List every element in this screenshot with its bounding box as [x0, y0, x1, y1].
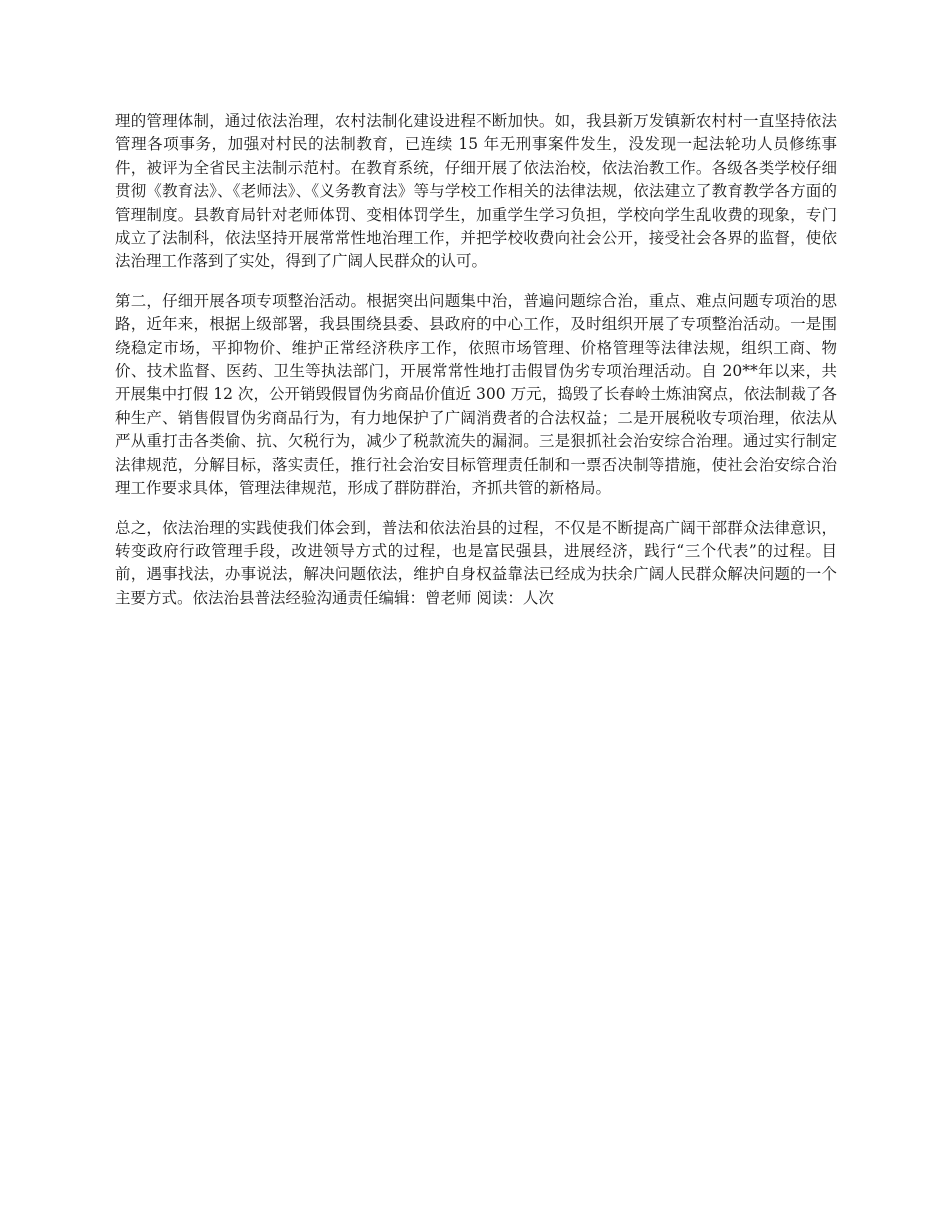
paragraph-special-rectification: 第二，仔细开展各项专项整治活动。根据突出问题集中治，普遍问题综合治，重点、难点问题专项治的思路，近年来，根据上级部署，我县围绕县委、县政府的中心工作，及时组织开展了专项整治活动。一是围绕稳定市场，平抑物价、维护正常经济秩序工作，依照市场管理、价格管理等法律法规，组织工商、物价、技术监督、医药、卫生等执法部门，开展常常性地打击假冒伪劣专项治理活动。自 20**年以来，共开展集中打假 12 次，公开销毁假冒伪劣商品价值近 300 万元，捣毁了长春岭土炼油窝点，依法制裁了各种生产、销售假冒伪劣商品行为，有力地保护了广阔消费者的合法权益；二是开展税收专项治理，依法从严从重打击各类偷、抗、欠税行为，减少了税款流失的漏洞。三是狠抓社会治安综合治理。通过实行制定法律规范，分解目标，落实责任，推行社会治安目标管理责任制和一票否决制等措施，使社会治安综合治理工作要求具体，管理法律规范，形成了群防群治，齐抓共管的新格局。 [115, 291, 837, 498]
document-body [115, 110, 837, 626]
paragraph-rural-legal-governance: 理的管理体制，通过依法治理，农村法制化建设进程不断加快。如，我县新万发镇新农村村一直坚持依法管理各项事务，加强对村民的法制教育，已连续 15 年无刑事案件发生，没发现一起法轮功人员修练事件，被评为全省民主法制示范村。在教育系统，仔细开展了依法治校，依法治教工作。各级各类学校仔细贯彻《教育法》、《老师法》、《义务教育法》等与学校工作相关的法律法规，依法建立了教育教学各方面的管理制度。县教育局针对老师体罚、变相体罚学生，加重学生学习负担，学校向学生乱收费的现象，专门成立了法制科，依法坚持开展常常性地治理工作，并把学校收费向社会公开，接受社会各界的监督，使依法治理工作落到了实处，得到了广阔人民群众的认可。 [115, 112, 837, 271]
paragraph-conclusion: 总之，依法治理的实践使我们体会到，普法和依法治县的过程，不仅是不断提高广阔干部群众法律意识，转变政府行政管理手段，改进领导方式的过程，也是富民强县，进展经济，践行“三个代表”的过程。目前，遇事找法，办事说法，解决问题依法，维护自身权益靠法已经成为扶余广阔人民群众解决问题的一个主要方式。依法治县普法经验沟通责任编辑：曾老师 阅读：人次 [115, 518, 837, 607]
